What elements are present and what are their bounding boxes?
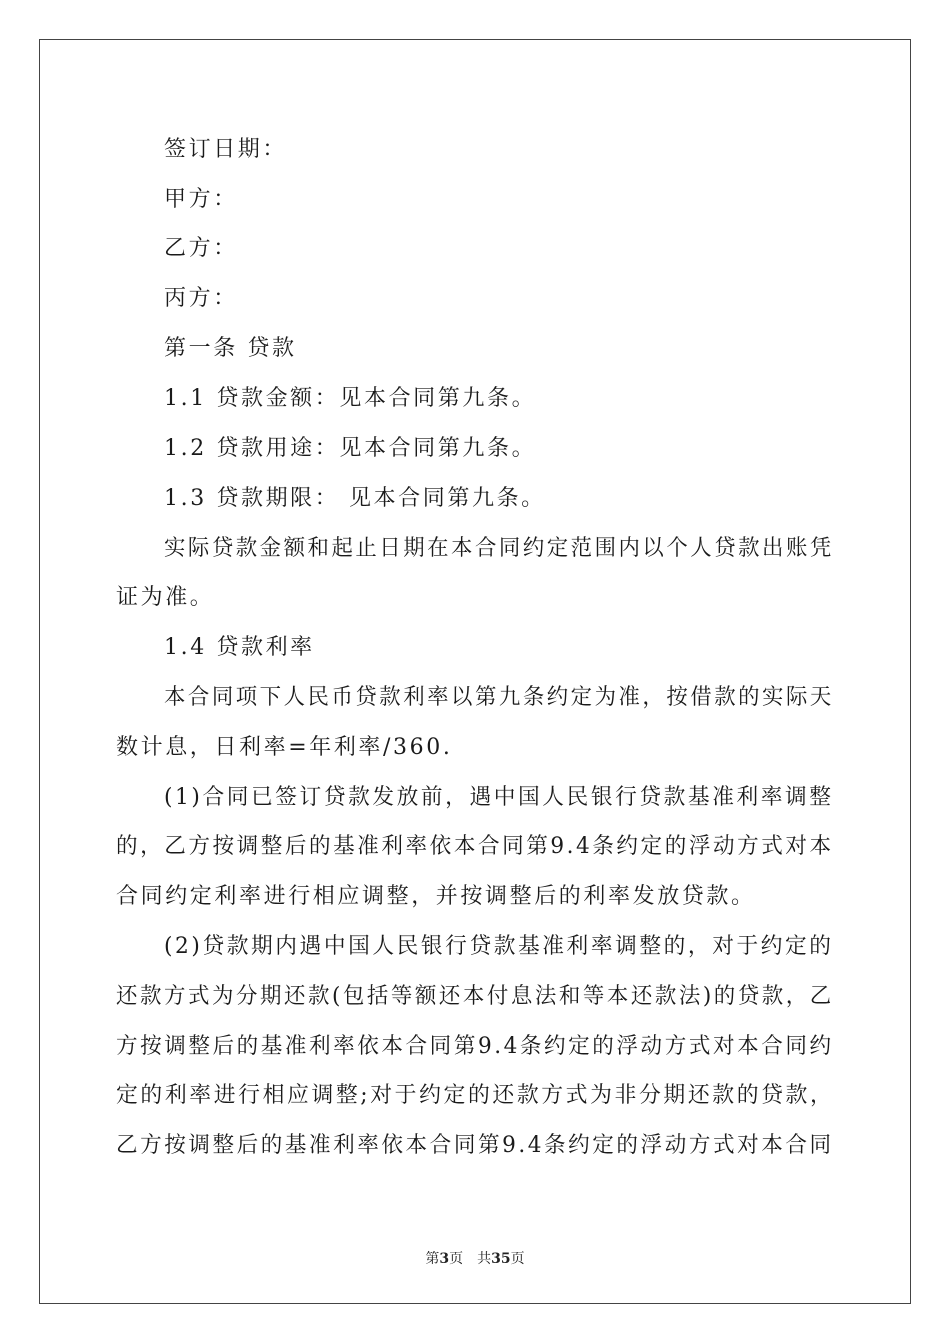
page-border xyxy=(39,39,911,1304)
text-line: (2)贷款期内遇中国人民银行贷款基准利率调整的，对于约定的 xyxy=(164,934,834,959)
text-line: 甲方： xyxy=(164,187,238,212)
footer-prefix: 第 xyxy=(425,1251,440,1267)
total-page-number: 35 xyxy=(491,1251,511,1267)
text-line: 数计息，日利率=年利率/360. xyxy=(116,735,453,760)
text-line: 丙方： xyxy=(164,286,238,311)
text-line: 乙方按调整后的基准利率依本合同第9.4条约定的浮动方式对本合同 xyxy=(116,1133,834,1158)
text-line: 方按调整后的基准利率依本合同第9.4条约定的浮动方式对本合同约 xyxy=(116,1034,834,1059)
text-line: 合同约定利率进行相应调整，并按调整后的利率发放贷款。 xyxy=(116,884,756,909)
text-line: 1.1 贷款金额：见本合同第九条。 xyxy=(164,386,537,411)
text-line: 证为准。 xyxy=(116,585,215,610)
text-line: 定的利率进行相应调整;对于约定的还款方式为非分期还款的贷款， xyxy=(116,1083,835,1108)
current-page-number: 3 xyxy=(439,1251,450,1267)
text-line: 的，乙方按调整后的基准利率依本合同第9.4条约定的浮动方式对本 xyxy=(116,834,834,859)
text-line: 本合同项下人民币贷款利率以第九条约定为准，按借款的实际天 xyxy=(164,685,834,710)
footer-suffix: 页 xyxy=(510,1251,525,1267)
text-line: 还款方式为分期还款(包括等额还本付息法和等本还款法)的贷款，乙 xyxy=(116,984,834,1009)
text-line: 1.4 贷款利率 xyxy=(164,635,315,660)
footer-mid: 页 共 xyxy=(449,1251,492,1267)
text-line: 签订日期： xyxy=(164,137,288,162)
text-line: (1)合同已签订贷款发放前，遇中国人民银行贷款基准利率调整 xyxy=(164,785,834,810)
text-line: 1.3 贷款期限： 见本合同第九条。 xyxy=(164,486,546,511)
text-line: 实际贷款金额和起止日期在本合同约定范围内以个人贷款出账凭 xyxy=(164,536,834,561)
page-footer xyxy=(0,1248,950,1268)
text-line: 1.2 贷款用途：见本合同第九条。 xyxy=(164,436,537,461)
article-heading: 第一条 贷款 xyxy=(164,336,297,361)
text-line: 乙方： xyxy=(164,236,238,261)
